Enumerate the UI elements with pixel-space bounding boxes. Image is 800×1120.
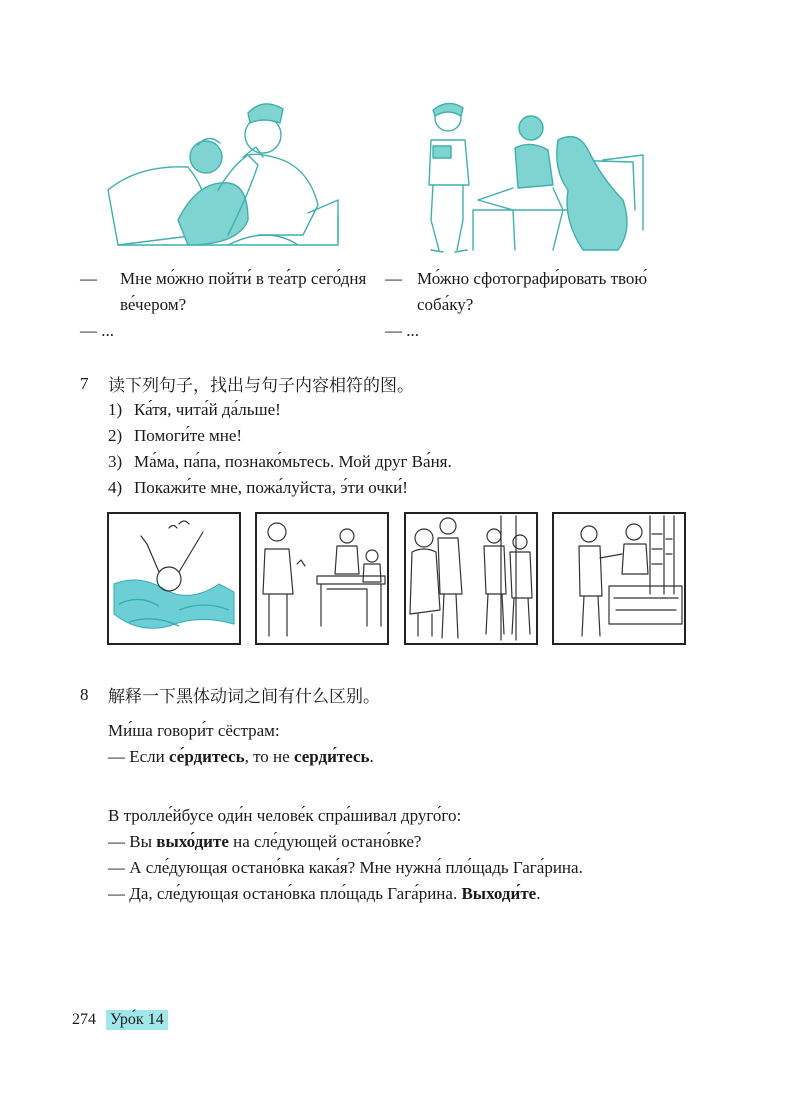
- exercise-number: 8: [80, 684, 89, 704]
- exercise-8-header: [80, 682, 380, 707]
- picture-frame-glasses-shop: [552, 512, 686, 645]
- picture-frame-classroom: [255, 512, 389, 645]
- dialog-reply: — ...: [80, 321, 114, 340]
- exercise-instruction: 解释一下黑体动词之间有什么区别。: [108, 687, 380, 707]
- text-line: [108, 829, 583, 855]
- picture-frame-drowning: [107, 512, 241, 645]
- exercise-number: 7: [80, 373, 89, 393]
- bold-verb: Выходи́те: [461, 884, 537, 903]
- text-segment: , то не: [244, 747, 294, 766]
- illustration-boy-with-camera-and-dog: [403, 100, 661, 258]
- list-item: [108, 475, 452, 501]
- item-number: 4): [108, 478, 123, 497]
- picture-frame-introduction: [404, 512, 538, 645]
- list-item: [108, 397, 452, 423]
- list-item: [108, 449, 452, 475]
- text-segment: — Если: [108, 747, 170, 766]
- exercise-8-text-block-2: [108, 803, 583, 907]
- text-line: [108, 744, 374, 770]
- dialog-text-cont: соба́ку?: [417, 295, 474, 314]
- illustration-boy-in-bed: [98, 95, 356, 257]
- text-line: [108, 881, 583, 907]
- text-segment: .: [536, 884, 541, 903]
- text-segment: .: [369, 747, 374, 766]
- text-segment: — Вы: [108, 832, 157, 851]
- dialog-dash: —: [385, 269, 402, 288]
- page-footer: [72, 1010, 168, 1030]
- exercise-instruction: 读下列句子，找出与句子内容相符的图。: [108, 376, 414, 396]
- page-number: 274: [72, 1011, 96, 1028]
- dialog-reply: — ...: [385, 321, 419, 340]
- item-text: Помоги́те мне!: [134, 426, 243, 445]
- exercise-7-items: [108, 397, 452, 501]
- item-number: 3): [108, 452, 123, 471]
- bold-verb: выхо́дите: [156, 832, 229, 851]
- text-segment: — Да, сле́дующая остано́вка пло́щадь Гага́рина.: [108, 884, 462, 903]
- text-line: — А сле́дующая остано́вка кака́я? Мне нужна́ пло́щадь Гага́рина.: [108, 858, 583, 877]
- dialog-text-cont: ве́чером?: [120, 295, 187, 314]
- bold-verb: серди́тесь: [293, 747, 370, 766]
- dialog-right: [385, 266, 685, 344]
- item-text: Покажи́те мне, пожа́луйста, э́ти очки́!: [134, 478, 408, 497]
- item-number: 2): [108, 426, 123, 445]
- item-number: 1): [108, 400, 123, 419]
- text-line: Ми́ша говори́т сёстрам:: [108, 721, 280, 740]
- dialog-dash: —: [80, 269, 97, 288]
- dialog-text: Мне мо́жно пойти́ в теа́тр сего́дня: [120, 269, 367, 288]
- item-text: Ма́ма, па́па, познако́мьтесь. Мой друг Ва́ня.: [134, 452, 452, 471]
- text-line: В тролле́йбусе оди́н челове́к спра́шивал друго́го:: [108, 806, 462, 825]
- bold-verb: се́рдитесь: [169, 747, 245, 766]
- dialog-text: Мо́жно сфотографи́ровать твою́: [417, 269, 648, 288]
- dialog-left: [80, 266, 380, 344]
- exercise-7-header: [80, 371, 414, 396]
- exercise-8-text-block-1: [108, 718, 374, 770]
- text-segment: на сле́дующей остано́вке?: [228, 832, 422, 851]
- lesson-label: Уро́к 14: [106, 1010, 168, 1030]
- item-text: Ка́тя, чита́й да́льше!: [134, 400, 281, 419]
- list-item: [108, 423, 452, 449]
